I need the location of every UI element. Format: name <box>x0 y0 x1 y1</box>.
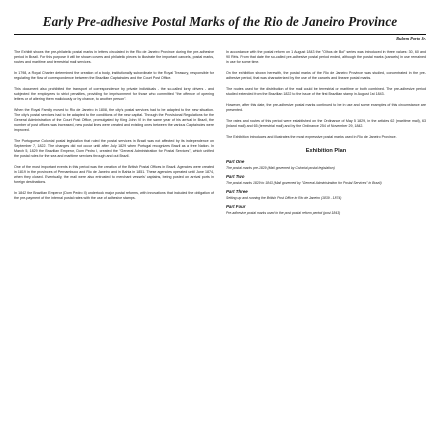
left-paragraph: In 1798, a Royal Charter determined the creation of a body, institutionally subordinate to the Royal Treasury, responsible for regulating the flow of correspondence between the Brazilian Captaincies and the Court Post Office. <box>14 71 214 80</box>
plan-part-label: Part One <box>226 159 245 164</box>
page-title: Early Pre-adhesive Postal Marks of the Rio de Janeiro Province <box>42 14 398 29</box>
plan-part-label: Part Two <box>226 174 245 179</box>
left-paragraph: The Exhibit shows the pre-philatelic postal marks in letters circulated in the Rio de Janeiro Province during the pre-adhesive period in Brazil. For this purpose it will be shown covers and philatelic pieces to illustrate the important cancels, postal marks, routes and maritime and terrestrial mail services. <box>14 50 214 64</box>
left-paragraph: When the Royal Family moved to Rio de Janeiro in 1808, the city's postal services had to be adapted to the new situation. The city's postal services had to be adapted to the conditions of the new capital. Through the Provisional Regulations for the General Administration of the Court Post Office, promulgated by King John VI in the same year of his arrival in Brazil, the number of post offices was increased, new postal lines were created and existing ones between the various Captaincies were improved. <box>14 108 214 132</box>
right-paragraph: However, after this date, the pre-adhesive postal marks continued to be in use and some examples of this circumstance are presented. <box>226 103 426 112</box>
plan-part-description: The postal marks pre-1829 (Mail governed by Colonial postal legislation) <box>226 166 335 170</box>
plan-part-label: Part Three <box>226 189 248 194</box>
left-paragraph: In 1842 the Brazilian Emperor (Dom Pedro II) undertook major postal reforms, with innovations that included the obligation of the pre-payment of the internal postal rates with the use of adhesive stamps. <box>14 191 214 200</box>
right-paragraph: On the exhibition shown herewith, the postal marks of the Rio de Janeiro Province was studied, concentrated in the pre-adhesive period, that was characterized by the use of the cancels and lineare postal marks. <box>226 71 426 80</box>
left-column <box>14 50 214 219</box>
left-paragraph: One of the most important events in this period was the creation of the British Postal Offices in Brazil. Agencies were created in 1819 in the provinces of Pernambuco and Rio de Janeiro and in Bahia in 1851. These agencies operated until June 1874, when they closed. Eventually, the mail were also entrusted to merchant vessels' captains, being posted on arrival ports in foreign destinations. <box>14 165 214 184</box>
plan-part-description: Setting up and running the British Post Office in Rio de Janeiro (1839 - 1874) <box>226 196 342 200</box>
plan-part-description: Pre-adhesive postal marks used in the post postal reform period (post 1843) <box>226 211 341 215</box>
exhibition-plan <box>226 148 426 216</box>
left-paragraph: The Portuguese Colonial postal legislation that ruled the postal services in Brazil was not affected by its independence on September 7, 1822. The changes did not occur until after July 1829 when Portugal recognizes Brazil as a free Nation. In March 5, 1829 the Brazilian Emperor, Dom Pedro I, created the "General Administration for Postal Services", which unified the postal rules for the sea and maritime services through and out Brazil. <box>14 139 214 158</box>
right-column <box>226 50 426 219</box>
title-underline <box>14 34 426 35</box>
plan-part-label: Part Four <box>226 204 246 209</box>
two-column-body <box>14 50 426 219</box>
right-paragraph: The rates and routes of this period were established on the Ordinance of May 5 1829, in the articles 62 (maritime mail), 63 (inland mail) and 65 (terrestrial mail) and by the Ordinance 254 of November 29, 1842. <box>226 119 426 128</box>
right-paragraph: The Exhibition introduces and illustrates the most expressive postal marks used in Rio de Janeiro Province. <box>226 135 397 139</box>
left-paragraph: This document also prohibited the transport of correspondence by private individuals - the so-called lorry drivers - and subjected the employees to strict penalties, providing for imprisonment for those who committed "the offence of opening letters or of altering them maliciously or by chance, to another person". <box>14 87 214 101</box>
author-name: Rubem Porto Jr. <box>396 36 426 41</box>
exhibition-plan-heading: Exhibition Plan <box>305 148 347 154</box>
right-paragraph: In accordance with the postal reform on 1 August 1843 the "Olhos de Boi" series was introduced in three values: 30, 60 and 90 Réis. From that date the so-called pre-adhesive postal period ended, although the postal marks (cancels) in use remained in use for some time. <box>226 50 426 64</box>
right-paragraph: The routes used for the distribution of the mail could be terrestrial or maritime or both combined. The pre-adhesive period studied extended from the Brazilian 1822 to the issue of the first Brazilian stamp in August 1st 1843. <box>226 87 426 96</box>
plan-part-description: The postal marks 1829 to 1843 (Mail governed by "General Administration for Postal Services" in Brazil) <box>226 181 382 185</box>
